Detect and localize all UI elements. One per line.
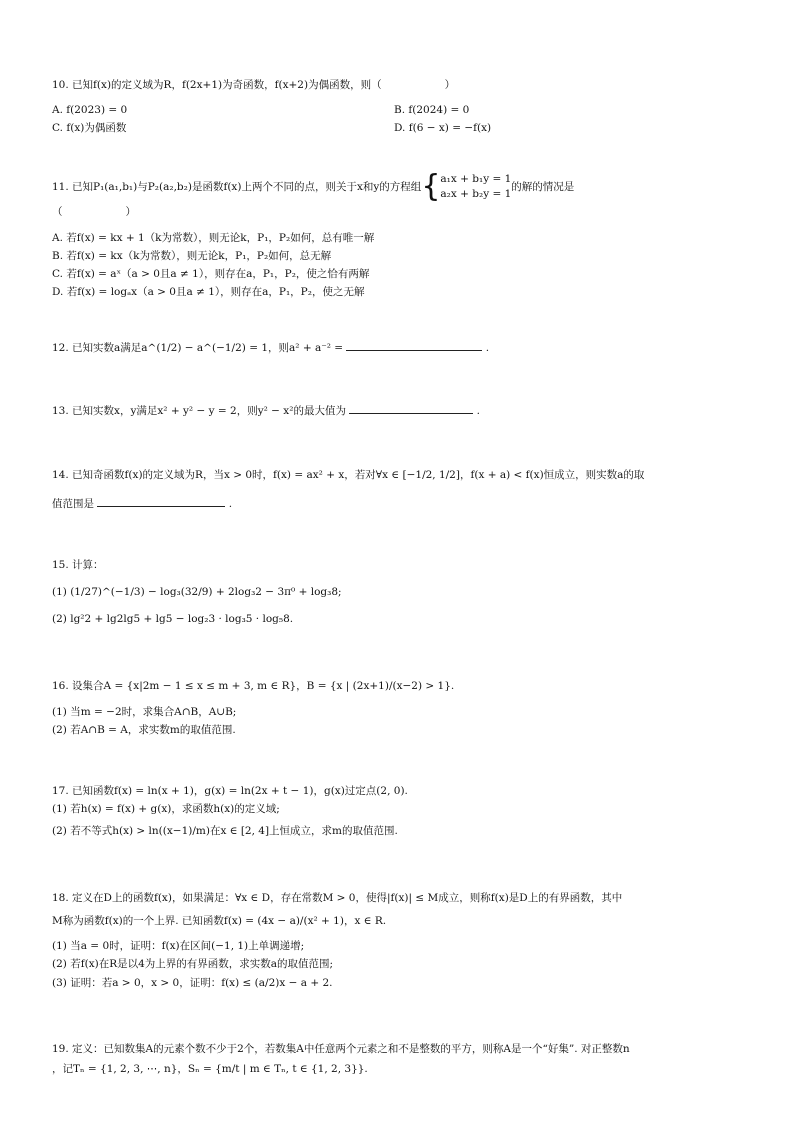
q17-part-2: (2) 若不等式h(x) > ln((x−1)/m)在x ∈ [2, 4]上恒成立，求m的取值范围. — [52, 825, 398, 837]
q11-equation-2: a₂x + b₂y = 1 — [440, 188, 512, 200]
question-19-line-2: ，记Tₙ = {1, 2, 3, ⋯, n}，Sₙ = {m/t | m ∈ Tₙ, t ∈ {1, 2, 3}}. — [52, 1063, 368, 1075]
q12-end-period: . — [485, 342, 490, 354]
question-11-stem — [52, 169, 752, 204]
question-17-stem: 17. 已知函数f(x) = ln(x + 1)，g(x) = ln(2x + t − 1)，g(x)过定点(2, 0). — [52, 785, 408, 797]
question-10-stem: 10. 已知f(x)的定义域为R，f(2x+1)为奇函数，f(x+2)为偶函数，则（ ） — [52, 79, 456, 91]
q18-part-2: (2) 若f(x)在R是以4为上界的有界函数，求实数a的取值范围; — [52, 958, 334, 970]
q11-answer-paren: （ ） — [52, 206, 136, 218]
q14-stem-part-b: ，f(x + a) < f(x)恒成立，则实数a的取 — [459, 469, 645, 481]
q18-part-3: (3) 证明：若a > 0，x > 0，证明：f(x) ≤ (a/2)x − a + 2. — [52, 977, 333, 989]
q11-option-c: C. 若f(x) = aˣ（a > 0且a ≠ 1），则存在a，P₁，P₂，使之恰有两解 — [52, 268, 370, 280]
q14-end-period: . — [228, 498, 233, 510]
q13-end-period: . — [476, 405, 480, 417]
q10-option-c: C. f(x)为偶函数 — [52, 122, 127, 134]
q16-part-1: (1) 当m = −2时，求集合A∩B，A∪B; — [52, 706, 237, 718]
q11-stem-part-a: 11. 已知P₁(a₁,b₁)与P₂(a₂,b₂)是函数f(x)上两个不同的点，则关于x和y的方程组 — [52, 181, 422, 193]
q18-part-1: (1) 当a = 0时，证明：f(x)在区间(−1, 1)上单调递增; — [52, 940, 305, 952]
q12-answer-blank — [346, 338, 482, 351]
q13-answer-blank — [349, 401, 473, 414]
question-18-line-1: 18. 定义在D上的函数f(x)，如果满足：∀x ∈ D，存在常数M > 0，使得|f(x)| ≤ M成立，则称f(x)是D上的有界函数，其中 — [52, 892, 623, 904]
q14-stem-part-a: 14. 已知奇函数f(x)的定义域为R，当x > 0时，f(x) = ax² + x，若对∀x ∈ — [52, 469, 400, 481]
q15-part-2: (2) lg²2 + lg2lg5 + lg5 − log₂3 · log₃5 · log₅8. — [52, 613, 294, 625]
q14-line-2-text: 值范围是 — [52, 498, 94, 510]
q11-option-b: B. 若f(x) = kx（k为常数），则无论k，P₁，P₂如何，总无解 — [52, 250, 332, 262]
question-18-line-2: M称为函数f(x)的一个上界. 已知函数f(x) = (4x − a)/(x² + 1)，x ∈ R. — [52, 915, 387, 927]
question-14-line-1 — [52, 462, 752, 488]
q15-part-1: (1) (1/27)^(−1/3) − log₃(32/9) + 2log₃2 − 3π⁰ + log₃8; — [52, 586, 342, 598]
q12-stem: 12. 已知实数a满足a^(1/2) − a^(−1/2) = 1，则a² + a⁻² = — [52, 342, 344, 354]
q17-part-1: (1) 若h(x) = f(x) + g(x)，求函数h(x)的定义域; — [52, 803, 280, 815]
q10-option-a: A. f(2023) = 0 — [52, 104, 128, 116]
question-16-stem: 16. 设集合A = {x|2m − 1 ≤ x ≤ m + 3, m ∈ R}，B = {x | (2x+1)/(x−2) > 1}. — [52, 680, 455, 692]
q10-option-d: D. f(6 − x) = −f(x) — [394, 122, 492, 134]
q10-option-b: B. f(2024) = 0 — [394, 104, 470, 116]
q11-option-a: A. 若f(x) = kx + 1（k为常数），则无论k，P₁，P₂如何，总有唯一解 — [52, 232, 375, 244]
q11-equation-1: a₁x + b₁y = 1 — [440, 173, 512, 185]
q11-equation-system — [440, 172, 511, 202]
q14-interval: [−1/2, 1/2] — [402, 469, 460, 481]
question-15-stem: 15. 计算： — [52, 559, 104, 571]
q14-answer-blank — [97, 494, 225, 507]
question-13 — [52, 401, 752, 420]
q11-stem-part-b: 的解的情况是 — [511, 181, 575, 193]
question-14-line-2 — [52, 494, 752, 513]
q16-part-2: (2) 若A∩B = A，求实数m的取值范围. — [52, 724, 236, 736]
q13-stem: 13. 已知实数x，y满足x² + y² − y = 2，则y² − x²的最大值为 — [52, 405, 346, 417]
question-12 — [52, 338, 752, 357]
question-19-line-1: 19. 定义：已知数集A的元素个数不少于2个，若数集A中任意两个元素之和不是整数的平方，则称A是一个“好集”. 对正整数n — [52, 1043, 630, 1055]
q11-system-brace: { — [421, 169, 441, 204]
q11-option-d: D. 若f(x) = logₐx（a > 0且a ≠ 1），则存在a，P₁，P₂，使之无解 — [52, 286, 365, 298]
